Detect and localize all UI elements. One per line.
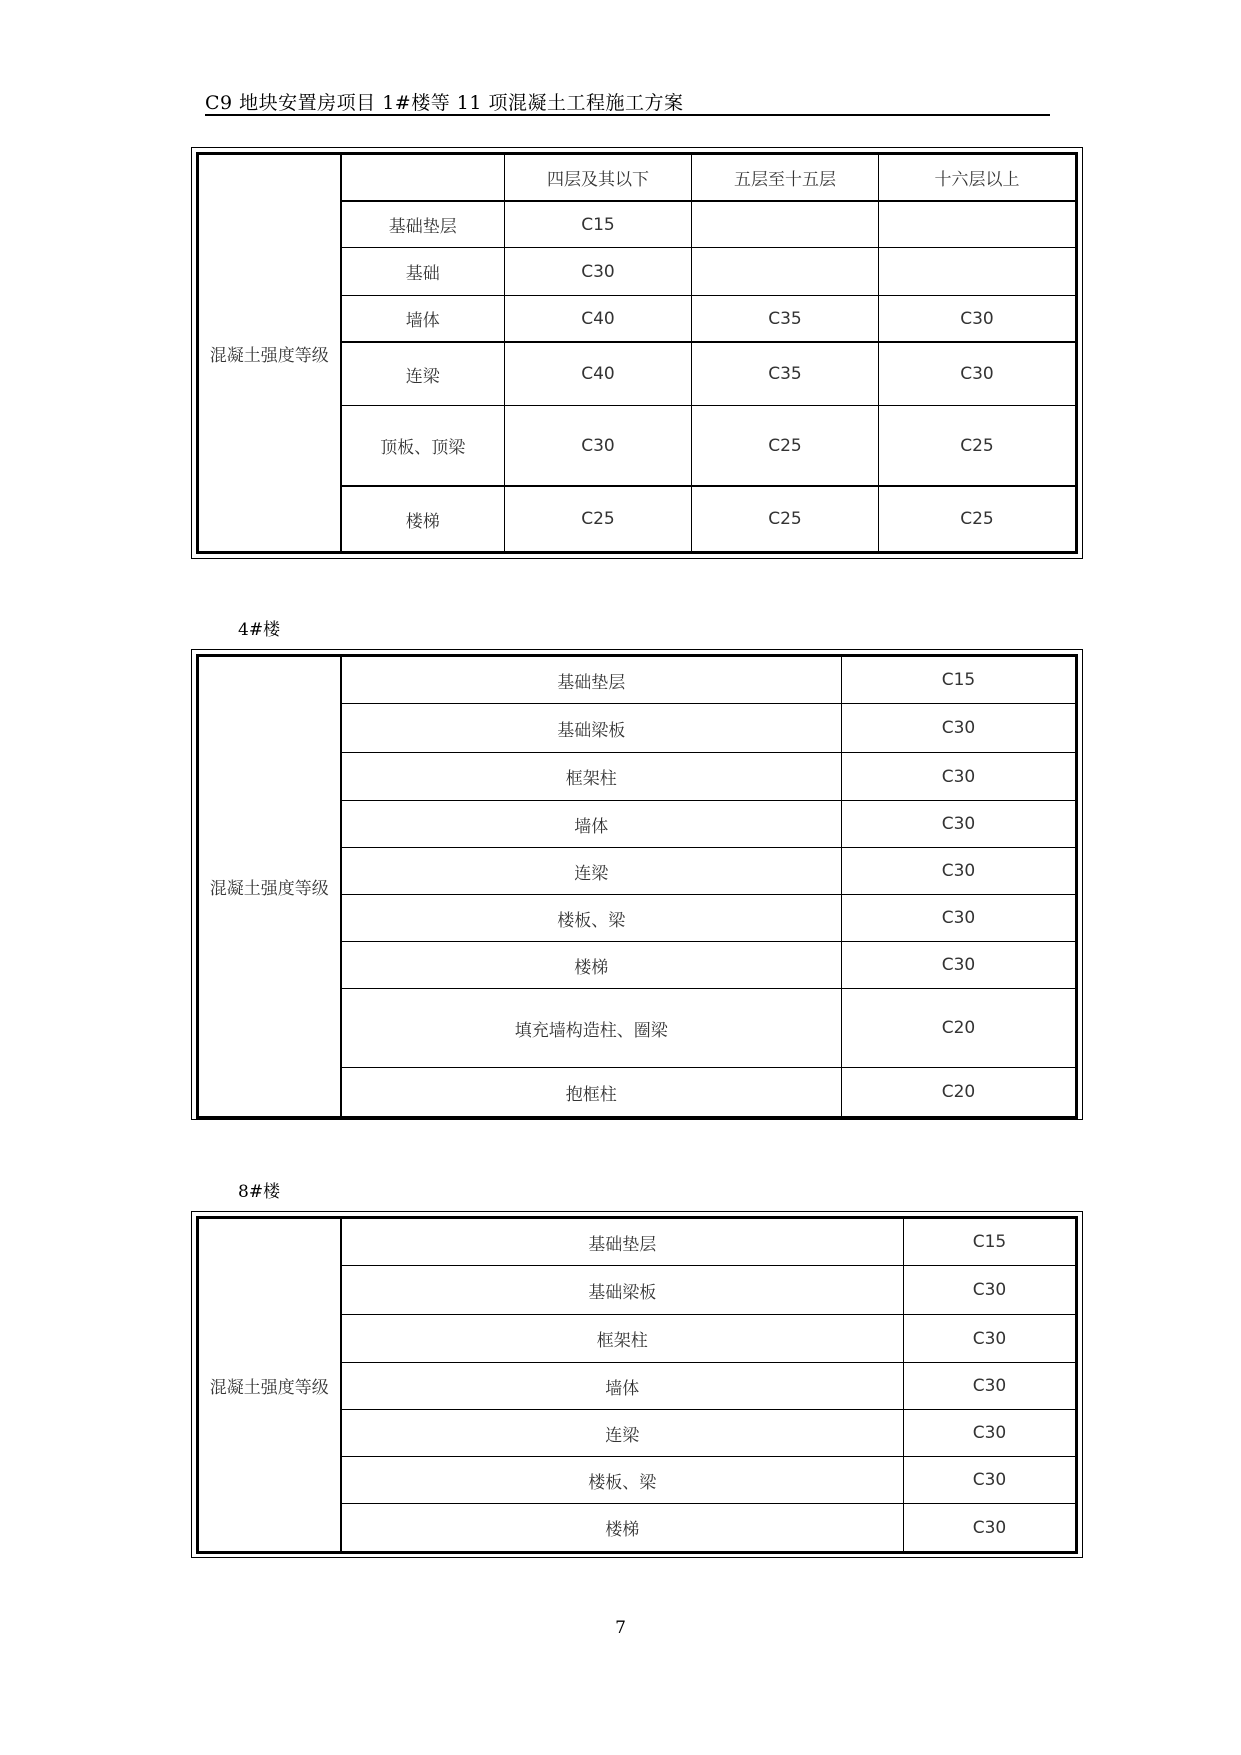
grade-cell [692, 248, 879, 295]
row-label: 抱框柱 [341, 1068, 842, 1118]
grade-cell: C30 [842, 704, 1077, 753]
grade-cell: C30 [842, 942, 1077, 989]
row-label: 填充墙构造柱、圈梁 [341, 989, 842, 1068]
row-label: 基础垫层 [341, 1218, 904, 1266]
page-header-title: C9 地块安置房项目 1#楼等 11 项混凝土工程施工方案 [205, 92, 684, 114]
grade-cell: C25 [879, 486, 1077, 552]
row-label: 墙体 [341, 801, 842, 848]
column-header: 四层及其以下 [505, 154, 692, 201]
grade-cell: C30 [904, 1266, 1077, 1315]
grade-cell: C40 [505, 295, 692, 342]
grade-cell: C20 [842, 1068, 1077, 1118]
grade-table-1 [196, 152, 1078, 554]
grade-cell: C35 [692, 342, 879, 405]
column-header [341, 154, 505, 201]
grade-cell: C30 [842, 801, 1077, 848]
row-label: 连梁 [341, 342, 505, 405]
row-label: 基础梁板 [341, 1266, 904, 1315]
row-label: 基础 [341, 248, 505, 295]
grade-cell: C30 [842, 895, 1077, 942]
grade-cell: C30 [842, 848, 1077, 895]
grade-cell: C40 [505, 342, 692, 405]
header-rule [205, 114, 1050, 116]
grade-cell: C30 [879, 295, 1077, 342]
grade-table-1-frame [191, 147, 1083, 559]
grade-cell [692, 201, 879, 248]
grade-cell: C30 [879, 342, 1077, 405]
section-label-building-8: 8#楼 [238, 1182, 281, 1202]
grade-cell: C35 [692, 295, 879, 342]
row-label: 墙体 [341, 1363, 904, 1410]
section-label-building-4: 4#楼 [238, 620, 281, 640]
row-label: 楼板、梁 [341, 1457, 904, 1504]
grade-cell: C20 [842, 989, 1077, 1068]
row-label: 楼板、梁 [341, 895, 842, 942]
row-label: 连梁 [341, 848, 842, 895]
column-header: 十六层以上 [879, 154, 1077, 201]
row-label: 基础梁板 [341, 704, 842, 753]
row-label: 基础垫层 [341, 201, 505, 248]
grade-cell: C30 [904, 1457, 1077, 1504]
row-label: 楼梯 [341, 942, 842, 989]
side-label: 混凝土强度等级 [198, 154, 341, 553]
row-label: 框架柱 [341, 753, 842, 801]
grade-table-2-frame [191, 649, 1083, 1120]
row-label: 楼梯 [341, 1504, 904, 1553]
row-label: 楼梯 [341, 486, 505, 552]
row-label: 基础垫层 [341, 656, 842, 704]
column-header: 五层至十五层 [692, 154, 879, 201]
table-row [198, 656, 1077, 704]
table-header-row [198, 154, 1077, 201]
grade-cell: C25 [879, 406, 1077, 486]
grade-cell: C30 [842, 753, 1077, 801]
grade-cell: C30 [505, 406, 692, 486]
grade-cell [879, 201, 1077, 248]
grade-table-3-frame [191, 1211, 1083, 1558]
grade-cell: C30 [904, 1363, 1077, 1410]
grade-cell: C30 [904, 1410, 1077, 1457]
grade-cell: C15 [904, 1218, 1077, 1266]
grade-cell: C25 [505, 486, 692, 552]
side-label: 混凝土强度等级 [198, 656, 341, 1118]
grade-cell: C30 [904, 1504, 1077, 1553]
row-label: 墙体 [341, 295, 505, 342]
grade-cell: C15 [842, 656, 1077, 704]
grade-cell [879, 248, 1077, 295]
grade-cell: C25 [692, 486, 879, 552]
row-label: 框架柱 [341, 1315, 904, 1363]
grade-cell: C30 [505, 248, 692, 295]
row-label: 连梁 [341, 1410, 904, 1457]
grade-cell: C30 [904, 1315, 1077, 1363]
grade-table-3 [196, 1216, 1078, 1554]
side-label: 混凝土强度等级 [198, 1218, 341, 1553]
table-row [198, 1218, 1077, 1266]
row-label: 顶板、顶梁 [341, 406, 505, 486]
grade-cell: C15 [505, 201, 692, 248]
grade-cell: C25 [692, 406, 879, 486]
grade-table-2 [196, 654, 1078, 1119]
page-number: 7 [615, 1618, 626, 1638]
